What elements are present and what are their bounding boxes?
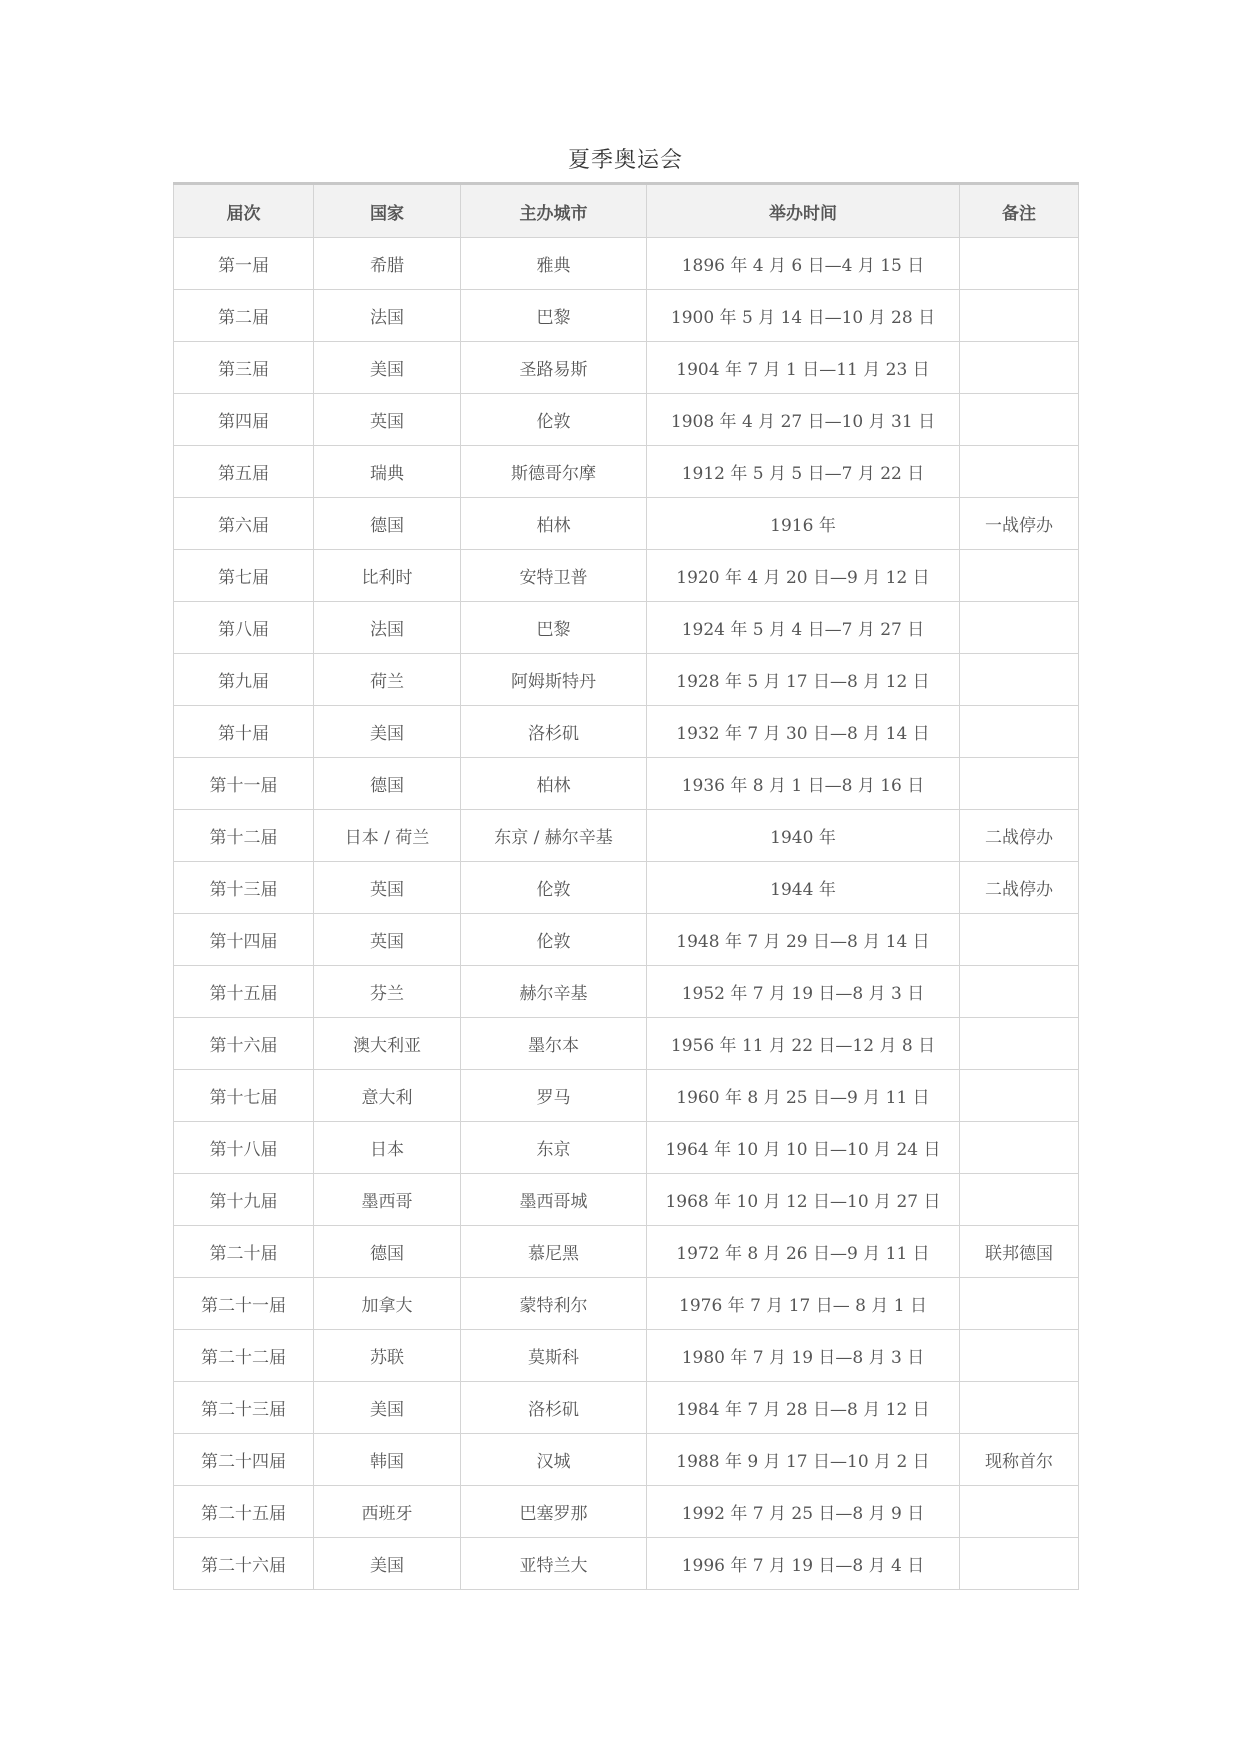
cell-dates: 1952 年 7 月 19 日—8 月 3 日 xyxy=(647,966,960,1018)
table-row xyxy=(174,394,1079,446)
cell-edition: 第十七届 xyxy=(174,1070,314,1122)
cell-host-city: 柏林 xyxy=(461,758,647,810)
cell-notes: 现称首尔 xyxy=(960,1434,1079,1486)
cell-host-city: 洛杉矶 xyxy=(461,1382,647,1434)
table-row xyxy=(174,758,1079,810)
cell-country: 加拿大 xyxy=(314,1278,461,1330)
cell-country: 德国 xyxy=(314,758,461,810)
cell-country: 西班牙 xyxy=(314,1486,461,1538)
header-dates: 举办时间 xyxy=(647,184,960,238)
cell-country: 澳大利亚 xyxy=(314,1018,461,1070)
cell-host-city: 雅典 xyxy=(461,238,647,290)
cell-edition: 第十六届 xyxy=(174,1018,314,1070)
cell-dates: 1920 年 4 月 20 日—9 月 12 日 xyxy=(647,550,960,602)
cell-country: 意大利 xyxy=(314,1070,461,1122)
cell-edition: 第六届 xyxy=(174,498,314,550)
cell-notes xyxy=(960,1538,1079,1590)
cell-edition: 第十五届 xyxy=(174,966,314,1018)
cell-dates: 1956 年 11 月 22 日—12 月 8 日 xyxy=(647,1018,960,1070)
cell-country: 希腊 xyxy=(314,238,461,290)
cell-host-city: 安特卫普 xyxy=(461,550,647,602)
header-host-city: 主办城市 xyxy=(461,184,647,238)
cell-host-city: 伦敦 xyxy=(461,394,647,446)
table-row xyxy=(174,1226,1079,1278)
cell-notes xyxy=(960,602,1079,654)
header-edition: 届次 xyxy=(174,184,314,238)
cell-country: 荷兰 xyxy=(314,654,461,706)
table-row xyxy=(174,1382,1079,1434)
cell-edition: 第十九届 xyxy=(174,1174,314,1226)
cell-country: 日本 / 荷兰 xyxy=(314,810,461,862)
table-row xyxy=(174,654,1079,706)
cell-dates: 1916 年 xyxy=(647,498,960,550)
cell-country: 德国 xyxy=(314,498,461,550)
cell-edition: 第二十届 xyxy=(174,1226,314,1278)
cell-edition: 第二十五届 xyxy=(174,1486,314,1538)
cell-host-city: 柏林 xyxy=(461,498,647,550)
cell-host-city: 阿姆斯特丹 xyxy=(461,654,647,706)
cell-dates: 1924 年 5 月 4 日—7 月 27 日 xyxy=(647,602,960,654)
table-row xyxy=(174,966,1079,1018)
table-header xyxy=(174,184,1079,238)
cell-host-city: 罗马 xyxy=(461,1070,647,1122)
cell-dates: 1996 年 7 月 19 日—8 月 4 日 xyxy=(647,1538,960,1590)
cell-country: 美国 xyxy=(314,1538,461,1590)
table-row xyxy=(174,862,1079,914)
cell-notes xyxy=(960,1174,1079,1226)
cell-country: 美国 xyxy=(314,706,461,758)
cell-dates: 1976 年 7 月 17 日— 8 月 1 日 xyxy=(647,1278,960,1330)
header-country: 国家 xyxy=(314,184,461,238)
cell-edition: 第七届 xyxy=(174,550,314,602)
header-notes: 备注 xyxy=(960,184,1079,238)
table-row xyxy=(174,342,1079,394)
cell-country: 法国 xyxy=(314,602,461,654)
cell-host-city: 赫尔辛基 xyxy=(461,966,647,1018)
table-row xyxy=(174,602,1079,654)
table-row xyxy=(174,498,1079,550)
cell-country: 英国 xyxy=(314,914,461,966)
table-row xyxy=(174,1486,1079,1538)
cell-dates: 1900 年 5 月 14 日—10 月 28 日 xyxy=(647,290,960,342)
cell-host-city: 东京 xyxy=(461,1122,647,1174)
cell-country: 英国 xyxy=(314,394,461,446)
cell-dates: 1912 年 5 月 5 日—7 月 22 日 xyxy=(647,446,960,498)
cell-edition: 第十一届 xyxy=(174,758,314,810)
cell-notes xyxy=(960,1382,1079,1434)
cell-dates: 1972 年 8 月 26 日—9 月 11 日 xyxy=(647,1226,960,1278)
cell-host-city: 慕尼黑 xyxy=(461,1226,647,1278)
cell-country: 苏联 xyxy=(314,1330,461,1382)
cell-notes: 二战停办 xyxy=(960,810,1079,862)
table-header-row xyxy=(174,184,1079,238)
cell-notes xyxy=(960,290,1079,342)
cell-notes xyxy=(960,914,1079,966)
cell-host-city: 洛杉矶 xyxy=(461,706,647,758)
cell-notes: 联邦德国 xyxy=(960,1226,1079,1278)
cell-dates: 1936 年 8 月 1 日—8 月 16 日 xyxy=(647,758,960,810)
cell-host-city: 圣路易斯 xyxy=(461,342,647,394)
cell-notes xyxy=(960,758,1079,810)
document-page xyxy=(173,140,1078,1590)
cell-edition: 第八届 xyxy=(174,602,314,654)
cell-edition: 第二十二届 xyxy=(174,1330,314,1382)
table-row xyxy=(174,1434,1079,1486)
cell-notes xyxy=(960,1330,1079,1382)
table-row xyxy=(174,914,1079,966)
table-row xyxy=(174,1018,1079,1070)
table-row xyxy=(174,1278,1079,1330)
cell-host-city: 亚特兰大 xyxy=(461,1538,647,1590)
cell-notes xyxy=(960,654,1079,706)
table-row xyxy=(174,810,1079,862)
cell-host-city: 东京 / 赫尔辛基 xyxy=(461,810,647,862)
cell-edition: 第十二届 xyxy=(174,810,314,862)
cell-edition: 第二十四届 xyxy=(174,1434,314,1486)
cell-notes: 一战停办 xyxy=(960,498,1079,550)
cell-country: 比利时 xyxy=(314,550,461,602)
cell-host-city: 伦敦 xyxy=(461,914,647,966)
table-row xyxy=(174,446,1079,498)
cell-dates: 1984 年 7 月 28 日—8 月 12 日 xyxy=(647,1382,960,1434)
cell-notes xyxy=(960,238,1079,290)
cell-notes xyxy=(960,1278,1079,1330)
cell-host-city: 伦敦 xyxy=(461,862,647,914)
table-row xyxy=(174,1538,1079,1590)
cell-dates: 1940 年 xyxy=(647,810,960,862)
cell-host-city: 巴黎 xyxy=(461,290,647,342)
cell-edition: 第二十一届 xyxy=(174,1278,314,1330)
cell-edition: 第五届 xyxy=(174,446,314,498)
cell-country: 芬兰 xyxy=(314,966,461,1018)
cell-dates: 1928 年 5 月 17 日—8 月 12 日 xyxy=(647,654,960,706)
cell-edition: 第二十六届 xyxy=(174,1538,314,1590)
cell-dates: 1904 年 7 月 1 日—11 月 23 日 xyxy=(647,342,960,394)
cell-edition: 第十四届 xyxy=(174,914,314,966)
cell-country: 墨西哥 xyxy=(314,1174,461,1226)
cell-country: 美国 xyxy=(314,1382,461,1434)
cell-country: 英国 xyxy=(314,862,461,914)
cell-dates: 1968 年 10 月 12 日—10 月 27 日 xyxy=(647,1174,960,1226)
cell-notes xyxy=(960,1486,1079,1538)
cell-notes xyxy=(960,706,1079,758)
cell-country: 法国 xyxy=(314,290,461,342)
cell-dates: 1980 年 7 月 19 日—8 月 3 日 xyxy=(647,1330,960,1382)
cell-host-city: 墨尔本 xyxy=(461,1018,647,1070)
cell-host-city: 巴塞罗那 xyxy=(461,1486,647,1538)
cell-edition: 第二十三届 xyxy=(174,1382,314,1434)
cell-host-city: 墨西哥城 xyxy=(461,1174,647,1226)
cell-host-city: 斯德哥尔摩 xyxy=(461,446,647,498)
cell-notes xyxy=(960,394,1079,446)
cell-dates: 1948 年 7 月 29 日—8 月 14 日 xyxy=(647,914,960,966)
cell-notes xyxy=(960,1122,1079,1174)
cell-country: 德国 xyxy=(314,1226,461,1278)
cell-dates: 1992 年 7 月 25 日—8 月 9 日 xyxy=(647,1486,960,1538)
cell-edition: 第四届 xyxy=(174,394,314,446)
cell-country: 日本 xyxy=(314,1122,461,1174)
cell-notes xyxy=(960,550,1079,602)
table-row xyxy=(174,550,1079,602)
table-row xyxy=(174,1070,1079,1122)
cell-edition: 第九届 xyxy=(174,654,314,706)
cell-dates: 1960 年 8 月 25 日—9 月 11 日 xyxy=(647,1070,960,1122)
document-title: 夏季奥运会 xyxy=(567,148,683,173)
cell-edition: 第三届 xyxy=(174,342,314,394)
cell-host-city: 莫斯科 xyxy=(461,1330,647,1382)
cell-host-city: 汉城 xyxy=(461,1434,647,1486)
table-row xyxy=(174,1174,1079,1226)
olympics-table xyxy=(173,182,1079,1590)
cell-host-city: 巴黎 xyxy=(461,602,647,654)
cell-country: 美国 xyxy=(314,342,461,394)
cell-notes: 二战停办 xyxy=(960,862,1079,914)
cell-notes xyxy=(960,446,1079,498)
cell-notes xyxy=(960,342,1079,394)
cell-dates: 1964 年 10 月 10 日—10 月 24 日 xyxy=(647,1122,960,1174)
cell-edition: 第二届 xyxy=(174,290,314,342)
table-row xyxy=(174,1122,1079,1174)
cell-country: 瑞典 xyxy=(314,446,461,498)
cell-notes xyxy=(960,1070,1079,1122)
cell-edition: 第一届 xyxy=(174,238,314,290)
cell-dates: 1896 年 4 月 6 日—4 月 15 日 xyxy=(647,238,960,290)
cell-host-city: 蒙特利尔 xyxy=(461,1278,647,1330)
cell-notes xyxy=(960,1018,1079,1070)
cell-edition: 第十届 xyxy=(174,706,314,758)
cell-dates: 1908 年 4 月 27 日—10 月 31 日 xyxy=(647,394,960,446)
table-row xyxy=(174,1330,1079,1382)
cell-notes xyxy=(960,966,1079,1018)
cell-dates: 1932 年 7 月 30 日—8 月 14 日 xyxy=(647,706,960,758)
table-body xyxy=(174,238,1079,1590)
cell-edition: 第十八届 xyxy=(174,1122,314,1174)
table-row xyxy=(174,706,1079,758)
table-row xyxy=(174,238,1079,290)
cell-dates: 1944 年 xyxy=(647,862,960,914)
cell-country: 韩国 xyxy=(314,1434,461,1486)
cell-dates: 1988 年 9 月 17 日—10 月 2 日 xyxy=(647,1434,960,1486)
table-row xyxy=(174,290,1079,342)
cell-edition: 第十三届 xyxy=(174,862,314,914)
